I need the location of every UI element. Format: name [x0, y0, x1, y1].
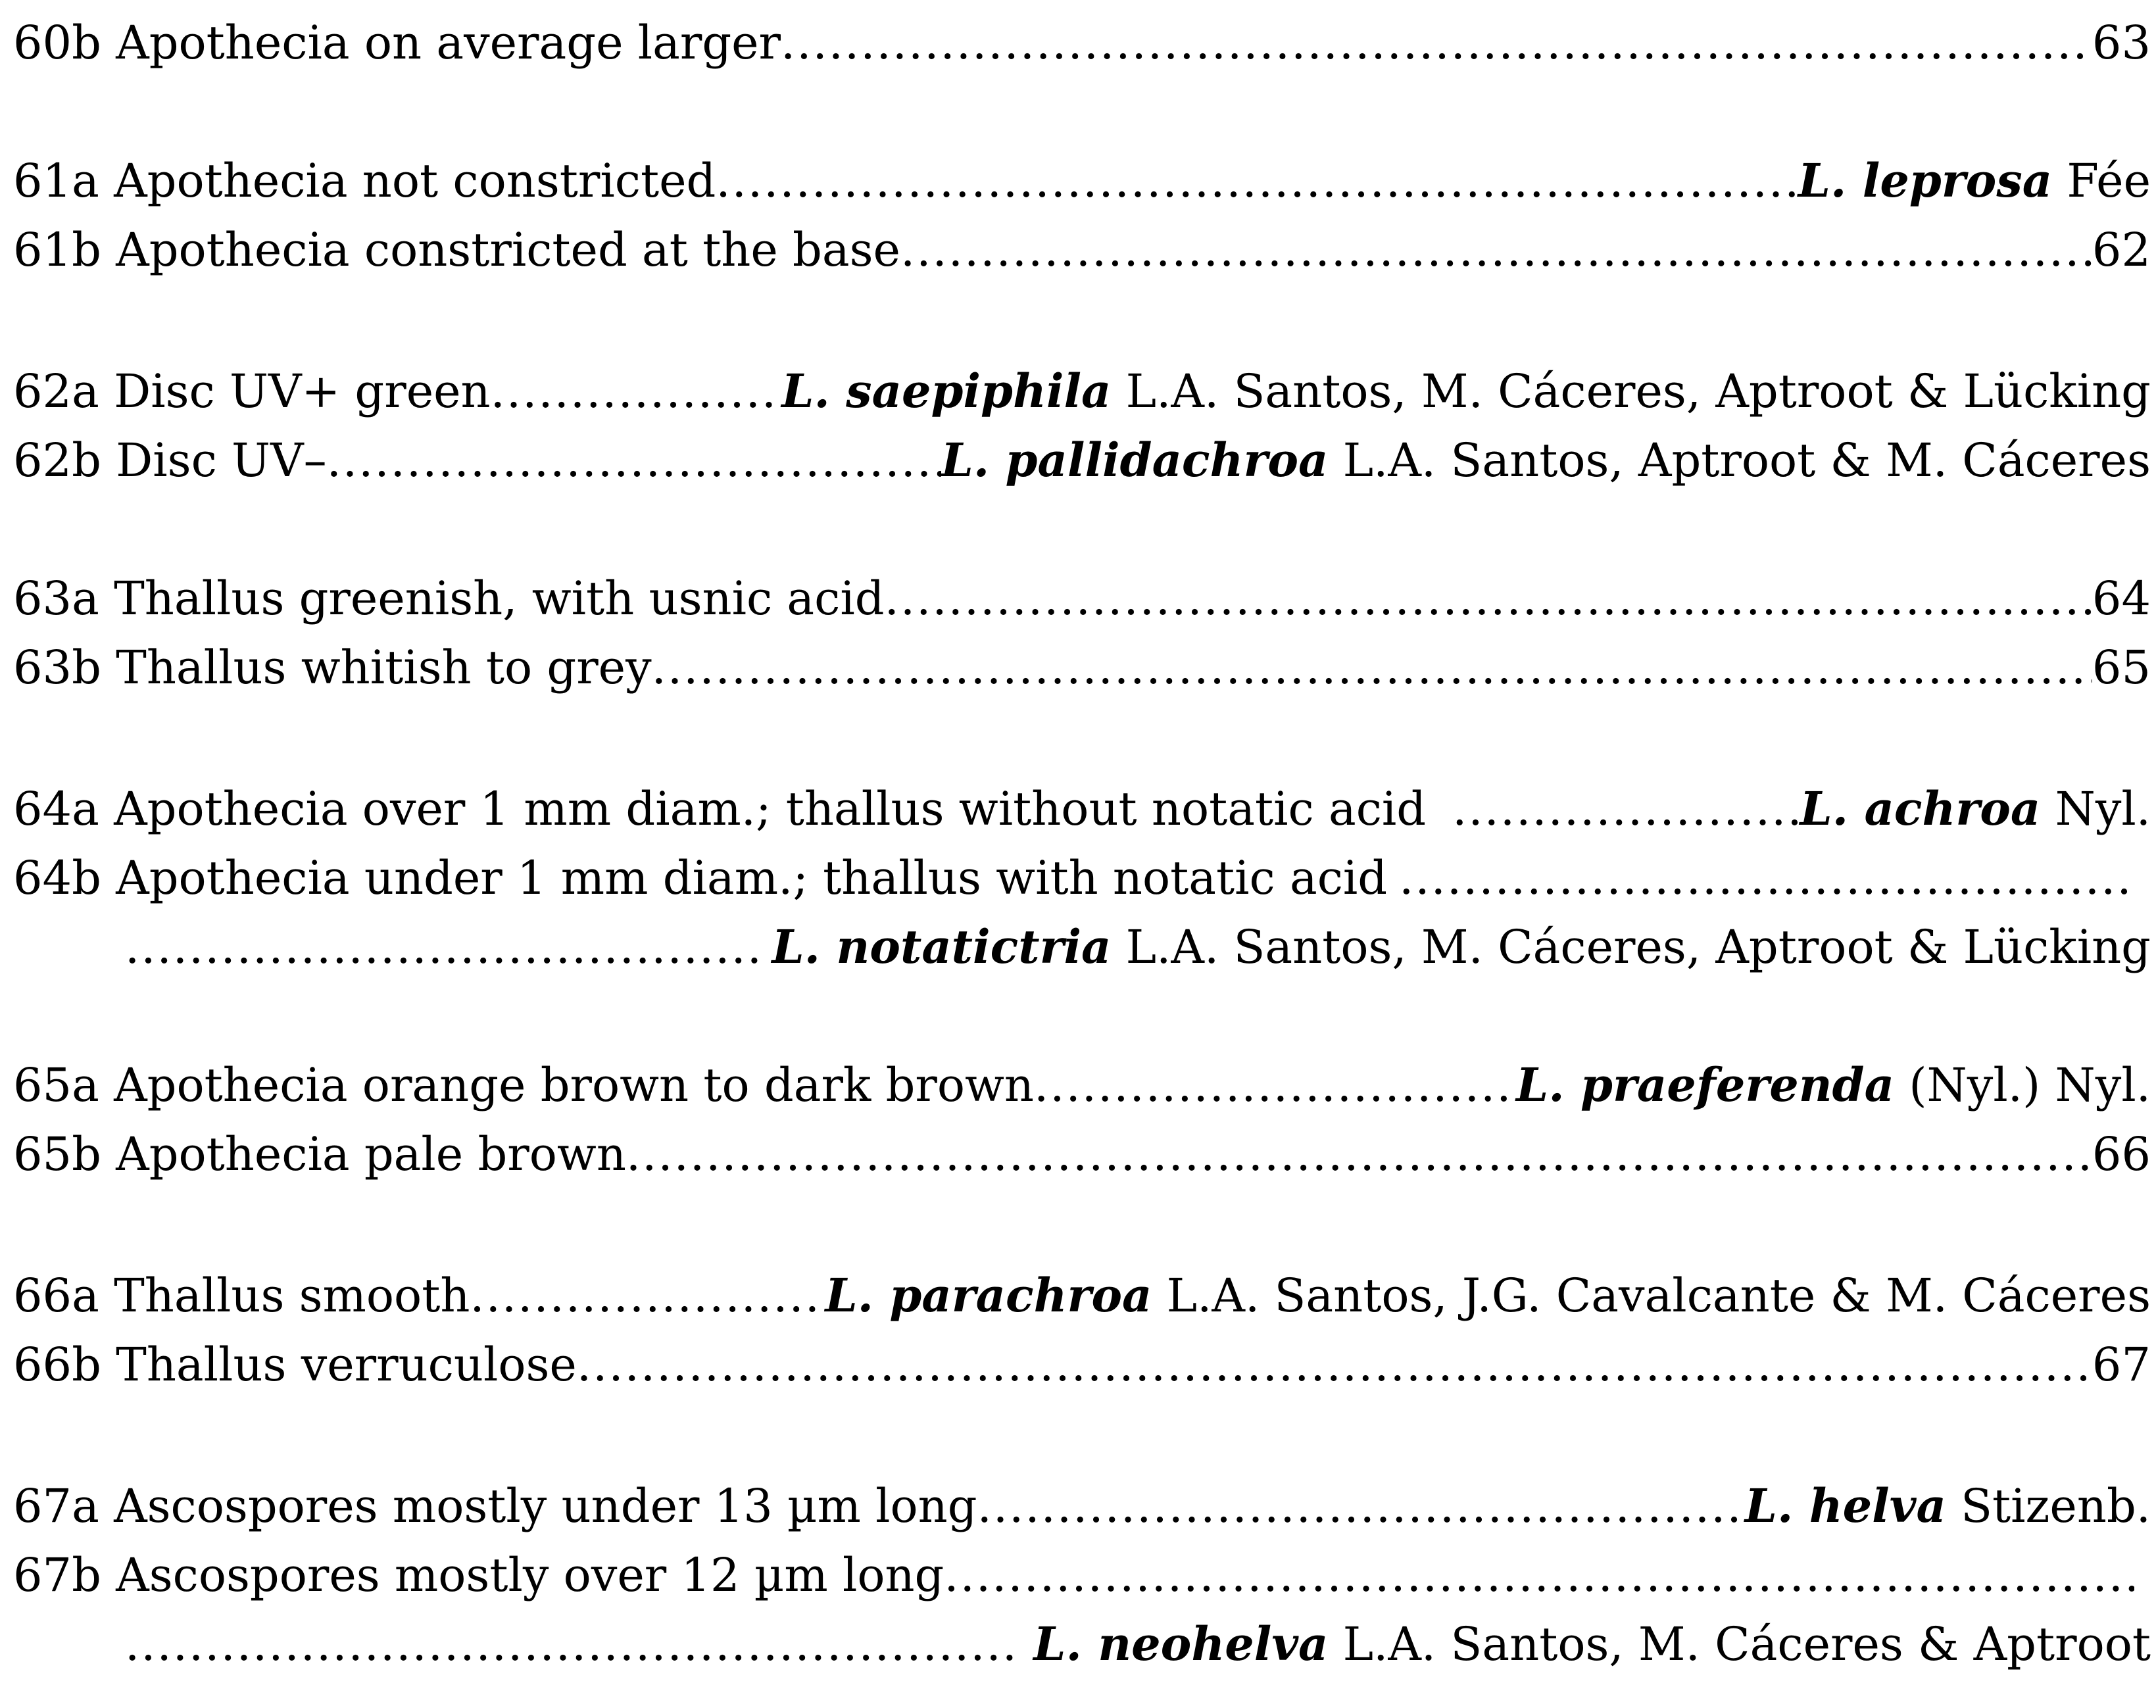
couplet-text: Apothecia not constricted — [114, 154, 716, 208]
dot-leader — [1034, 1052, 1516, 1118]
couplet-number: 63b — [13, 641, 101, 695]
lead-to-couplet: 63 — [2092, 16, 2151, 70]
couplet-number: 63a — [13, 572, 99, 625]
taxon-name: L. pallidachroa — [941, 433, 1329, 487]
key-entry-65b — [13, 1121, 2151, 1187]
taxon-name: L. neohelva — [1033, 1617, 1329, 1671]
taxon-name: L. notatictria — [772, 919, 1112, 974]
couplet-text: Apothecia pale brown — [116, 1127, 626, 1181]
couplet-number: 60b — [13, 16, 101, 70]
dot-leader — [125, 914, 760, 980]
dot-leader — [885, 566, 2092, 631]
couplet-text: Apothecia orange brown to dark brown — [114, 1058, 1034, 1112]
dot-leader — [626, 1121, 2092, 1187]
couplet-text: Apothecia under 1 mm diam.; thallus with notatic acid — [116, 851, 1388, 905]
taxon-author: L.A. Santos, M. Cáceres & Aptroot — [1342, 1617, 2151, 1671]
key-entry-67b — [13, 1542, 2134, 1608]
lead-to-couplet: 65 — [2092, 641, 2151, 695]
taxon-author: L.A. Santos, J.G. Cavalcante & M. Cáceres — [1166, 1269, 2151, 1323]
dot-leader — [491, 358, 782, 424]
taxon-name: L. achroa — [1800, 781, 2041, 836]
taxon-name: L. praeferenda — [1516, 1058, 1894, 1112]
lead-to-couplet: 67 — [2092, 1338, 2151, 1392]
dot-leader — [470, 1263, 825, 1329]
key-entry-66b — [13, 1332, 2151, 1398]
couplet-number: 65a — [13, 1058, 99, 1112]
couplet-number: 61a — [13, 154, 99, 208]
dot-leader — [652, 635, 2092, 700]
key-entry-64b-continuation — [125, 914, 2151, 980]
dot-leader — [327, 427, 941, 493]
key-entry-65a — [13, 1052, 2151, 1118]
key-entry-67a — [13, 1473, 2151, 1539]
dot-leader — [1399, 845, 2128, 911]
dot-leader — [1452, 776, 1800, 842]
taxon-author: L.A. Santos, M. Cáceres, Aptroot & Lücking — [1125, 920, 2151, 974]
couplet-number: 67b — [13, 1548, 101, 1602]
taxon-author: Nyl. — [2055, 782, 2151, 836]
taxon-name: L. saepiphila — [781, 364, 1112, 418]
couplet-number: 64b — [13, 851, 101, 905]
dot-leader — [716, 148, 1798, 214]
key-entry-63b — [13, 635, 2151, 700]
dot-leader — [577, 1332, 2092, 1398]
couplet-number: 65b — [13, 1127, 101, 1181]
lead-to-couplet: 62 — [2092, 223, 2151, 277]
couplet-text: Apothecia over 1 mm diam.; thallus without notatic acid — [114, 782, 1427, 836]
taxon-name: L. parachroa — [825, 1268, 1152, 1323]
couplet-text: Apothecia on average larger — [116, 16, 781, 70]
key-entry-67b-continuation — [125, 1611, 2151, 1677]
lead-to-couplet: 66 — [2092, 1127, 2151, 1181]
lead-to-couplet: 64 — [2092, 572, 2151, 625]
couplet-number: 61b — [13, 223, 101, 277]
key-entry-62a — [13, 358, 2151, 424]
taxon-author: Stizenb. — [1961, 1479, 2151, 1533]
couplet-number: 62b — [13, 433, 101, 487]
dot-leader — [125, 1611, 1021, 1677]
dot-leader — [900, 217, 2092, 283]
couplet-text: Disc UV+ green — [114, 364, 491, 418]
key-entry-60b — [13, 10, 2151, 76]
taxon-author: L.A. Santos, Aptroot & M. Cáceres — [1342, 433, 2151, 487]
couplet-number: 62a — [13, 364, 99, 418]
couplet-number: 67a — [13, 1479, 99, 1533]
couplet-text: Disc UV– — [116, 433, 327, 487]
taxon-name: L. helva — [1744, 1478, 1946, 1533]
key-entry-63a — [13, 566, 2151, 631]
dot-leader — [781, 10, 2092, 76]
dot-leader — [977, 1473, 1745, 1539]
couplet-text: Apothecia constricted at the base — [116, 223, 900, 277]
taxon-author: L.A. Santos, M. Cáceres, Aptroot & Lücking — [1125, 364, 2151, 418]
key-entry-64b — [13, 845, 2128, 911]
couplet-text: Ascospores mostly under 13 µm long — [114, 1479, 977, 1533]
couplet-text: Ascospores mostly over 12 µm long — [116, 1548, 944, 1602]
key-entry-64a — [13, 776, 2151, 842]
couplet-text: Thallus verruculose — [116, 1338, 577, 1392]
taxon-name: L. leprosa — [1798, 153, 2053, 208]
couplet-text: Thallus smooth — [114, 1269, 470, 1323]
dot-leader — [944, 1542, 2134, 1608]
couplet-number: 66b — [13, 1338, 101, 1392]
couplet-number: 64a — [13, 782, 99, 836]
key-entry-61b — [13, 217, 2151, 283]
key-entry-66a — [13, 1263, 2151, 1329]
couplet-text: Thallus greenish, with usnic acid — [114, 572, 885, 625]
key-entry-61a — [13, 148, 2151, 214]
taxon-author: (Nyl.) Nyl. — [1909, 1058, 2151, 1112]
couplet-number: 66a — [13, 1269, 99, 1323]
couplet-text: Thallus whitish to grey — [116, 641, 652, 695]
key-entry-62b — [13, 427, 2151, 493]
taxon-author: Fée — [2067, 154, 2151, 208]
